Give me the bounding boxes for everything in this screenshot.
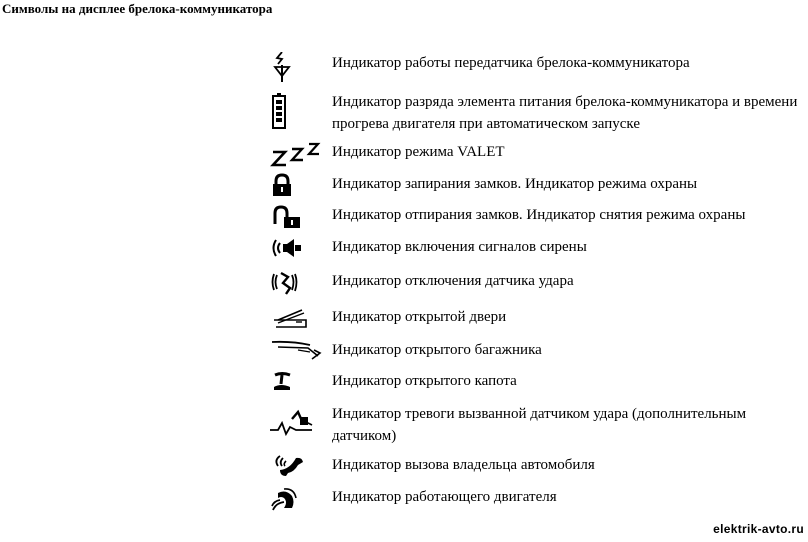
battery-icon: [268, 91, 328, 127]
item-text: Индикатор работающего двигателя: [332, 489, 557, 505]
watermark: elektrik-avto.ru: [713, 522, 804, 536]
item-text: Индикатор работы передатчика брелока-коммуникатора: [332, 55, 690, 71]
engine-running-icon: [268, 486, 328, 522]
siren-icon: [268, 236, 328, 272]
item-text: Индикатор разряда элемента питания брелока-коммуникатора и времени прогрева двигателя при автоматическом запуске: [332, 94, 798, 132]
door-open-icon: [268, 306, 328, 342]
lock-open-icon: [268, 204, 328, 240]
item-text: Индикатор тревоги вызванной датчиком удара (дополнительным датчиком): [332, 406, 747, 444]
shock-sensor-off-icon: [268, 270, 328, 306]
call-owner-icon: [268, 454, 328, 490]
item-text: Индикатор отпирания замков. Индикатор снятия режима охраны: [332, 207, 746, 223]
item-text: Индикатор вызова владельца автомобиля: [332, 457, 595, 473]
item-text: Индикатор включения сигналов сирены: [332, 239, 587, 255]
item-text: Индикатор открытой двери: [332, 309, 507, 325]
antenna-icon: [268, 52, 328, 88]
shock-alarm-icon: [268, 403, 328, 439]
page-title: Символы на дисплее брелока-коммуникатора: [2, 1, 273, 16]
item-text: Индикатор отключения датчика удара: [332, 273, 574, 289]
hood-open-icon: [268, 370, 328, 406]
zzz-icon: [268, 141, 328, 177]
item-text: Индикатор открытого багажника: [332, 342, 542, 358]
item-text: Индикатор открытого капота: [332, 373, 517, 389]
item-text: Индикатор запирания замков. Индикатор режима охраны: [332, 176, 698, 192]
item-text: Индикатор режима VALET: [332, 144, 505, 160]
